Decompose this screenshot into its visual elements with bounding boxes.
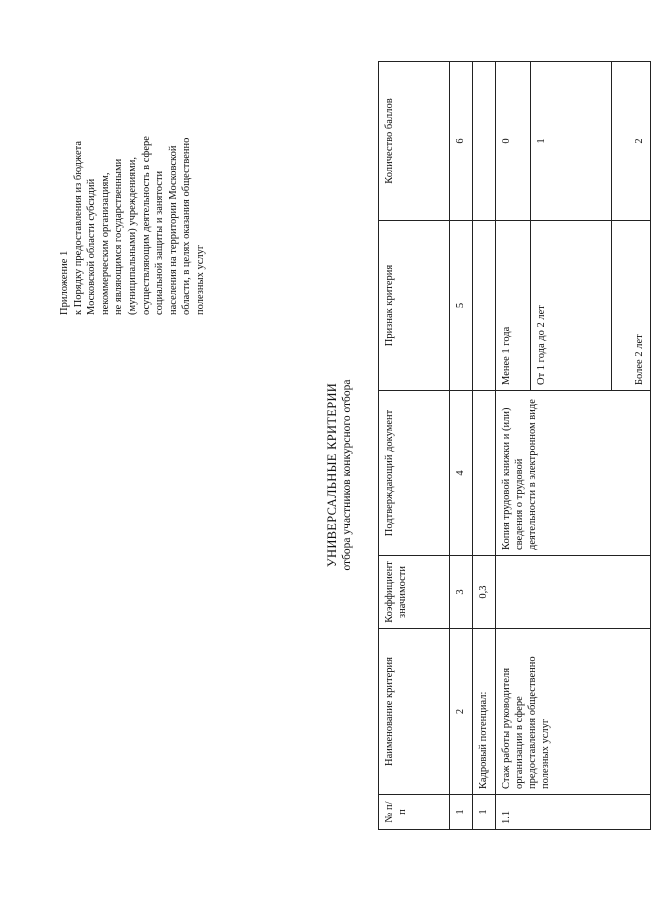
criterion-sign: Более 2 лет [612,221,651,391]
appendix-line: полезных услуг [194,244,206,315]
section-number: 1 [473,795,496,830]
column-number: 2 [450,629,473,795]
appendix-line: области, в целях оказания общественно [181,137,193,315]
column-number-row [450,62,473,830]
criterion-sign: От 1 года до 2 лет [531,221,612,391]
document-page [0,45,645,905]
column-number: 6 [450,62,473,221]
appendix-line: некоммерческим организациям, [99,172,111,315]
empty-cell [473,391,496,556]
appendix-line: Приложение 1 [59,250,70,315]
appendix-line: к Порядку предоставления из бюджета [72,140,84,315]
document-subtitle: отбора участников конкурсного отбора [341,379,353,571]
criteria-table [378,61,651,830]
document-title: УНИВЕРСАЛЬНЫЕ КРИТЕРИИ [325,382,339,568]
section-name: Кадровый потенциал: [473,629,496,795]
column-number: 3 [450,556,473,629]
header-cell-number: № п/п [379,795,450,830]
appendix-line: Московской области субсидий [86,178,98,315]
section-coefficient: 0,3 [473,556,496,629]
empty-cell [496,556,651,629]
criterion-points: 0 [496,62,531,221]
header-cell-coefficient: Коэффициент значимости [379,556,450,629]
appendix-line: населения на территории Московской [167,145,179,315]
appendix-line: осуществляющим деятельность в сфере [140,136,152,315]
appendix-note [58,65,208,315]
criterion-name: Стаж работы руководителя организации в сфере предоставления общественно полезных услуг [496,629,651,795]
header-cell-name: Наименование критерия [379,629,450,795]
section-row [473,62,496,830]
header-cell-document: Подтверждающий документ [379,391,450,556]
table-header-row [379,62,450,830]
empty-cell [473,62,496,221]
criterion-points: 2 [612,62,651,221]
row-number: 1.1 [496,795,651,830]
header-cell-sign: Признак критерия [379,221,450,391]
appendix-line: (муниципальными) учреждениями, [126,157,138,315]
header-cell-points: Количество баллов [379,62,450,221]
column-number: 1 [450,795,473,830]
criterion-sign: Менее 1 года [496,221,531,391]
column-number: 5 [450,221,473,391]
criterion-points: 1 [531,62,612,221]
appendix-line: социальной защиты и занятости [154,170,166,315]
empty-cell [473,221,496,391]
table-row [496,62,531,830]
appendix-line: не являющимся государственными [113,158,125,315]
supporting-document: Копия трудовой книжки и (или) сведения о трудовой деятельности в электронном виде [496,391,651,556]
column-number: 4 [450,391,473,556]
